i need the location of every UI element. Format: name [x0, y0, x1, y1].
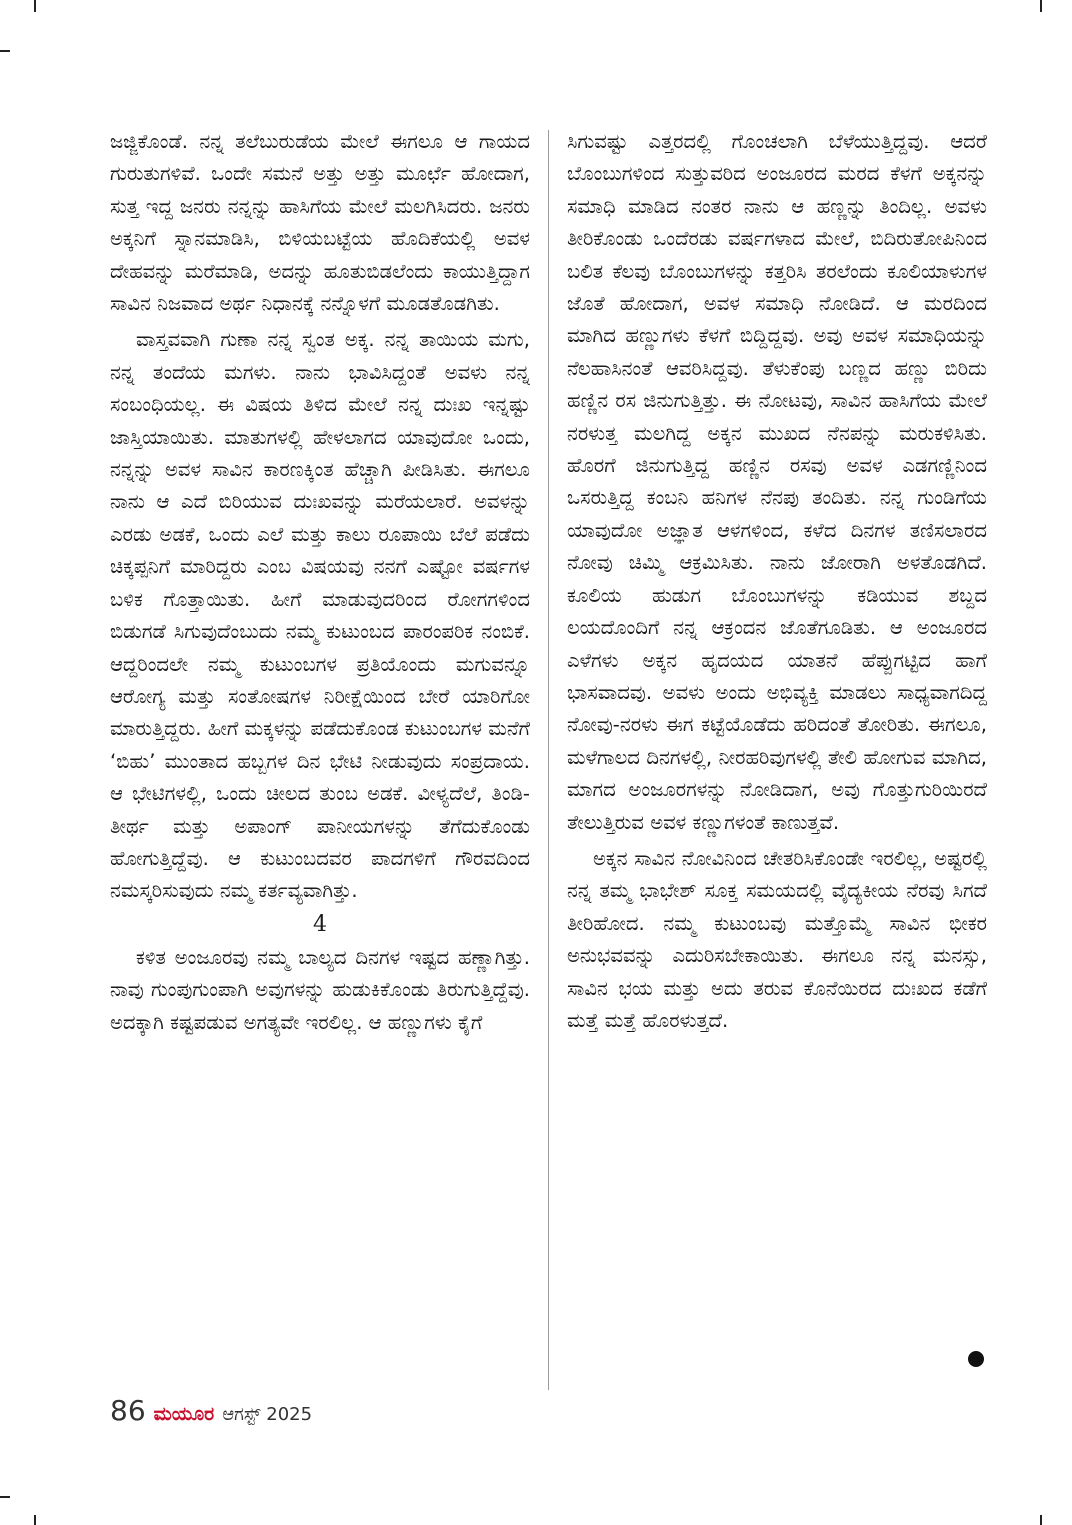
column-divider	[548, 130, 549, 1390]
crop-mark-left-upper	[0, 50, 10, 52]
section-number: 4	[313, 911, 327, 937]
paragraph-continued: ಸಿಗುವಷ್ಟು ಎತ್ತರದಲ್ಲಿ ಗೊಂಚಲಾಗಿ ಬೆಳೆಯುತ್ತಿದ್ದವು. ಆದರೆ ಬೊಂಬುಗಳಿಂದ ಸುತ್ತುವರಿದ ಅಂಜೂರದ ಮರದ ಕೆಳಗೆ ಅಕ್ಕನನ್ನು ಸಮಾಧಿ ಮಾಡಿದ ನಂತರ ನಾನು ಆ ಹಣ್ಣನ್ನು ತಿಂದಿಲ್ಲ. ಅವಳು ತೀರಿಕೊಂಡು ಒಂದೆರಡು ವರ್ಷಗಳಾದ ಮೇಲೆ, ಬಿದಿರುತೋಪಿನಿಂದ ಬಲಿತ ಕೆಲವು ಬೊಂಬುಗಳನ್ನು ಕತ್ತರಿಸಿ ತರಲೆಂದು ಕೂಲಿಯಾಳುಗಳ ಜೊತೆ ಹೋದಾಗ, ಅವಳ ಸಮಾಧಿ ನೋಡಿದೆ. ಆ ಮರದಿಂದ ಮಾಗಿದ ಹಣ್ಣುಗಳು ಕೆಳಗೆ ಬಿದ್ದಿದ್ದವು. ಅವು ಅವಳ ಸಮಾಧಿಯನ್ನು ನೆಲಹಾಸಿನಂತೆ ಆವರಿಸಿದ್ದವು. ತೆಳುಕೆಂಪು ಬಣ್ಣದ ಹಣ್ಣು ಬಿರಿದು ಹಣ್ಣಿನ ರಸ ಜಿನುಗುತ್ತಿತ್ತು. ಈ ನೋಟವು, ಸಾವಿನ ಹಾಸಿಗೆಯ ಮೇಲೆ ನರಳುತ್ತ ಮಲಗಿದ್ದ ಅಕ್ಕನ ಮುಖದ ನೆನಪನ್ನು ಮರುಕಳಿಸಿತು. ಹೊರಗೆ ಜಿನುಗುತ್ತಿದ್ದ ಹಣ್ಣಿನ ರಸವು ಅವಳ ಎಡಗಣ್ಣಿನಿಂದ ಒಸರುತ್ತಿದ್ದ ಕಂಬನಿ ಹನಿಗಳ ನೆನಪು ತಂದಿತು. ನನ್ನ ಗುಂಡಿಗೆಯ ಯಾವುದೋ ಅಜ್ಞಾತ ಆಳಗಳಿಂದ, ಕಳೆದ ದಿನಗಳ ತಣಿಸಲಾರದ ನೋವು ಚಿಮ್ಮಿ ಆಕ್ರಮಿಸಿತು. ನಾನು ಜೋರಾಗಿ ಅಳತೊಡಗಿದೆ. ಕೂಲಿಯ ಹುಡುಗ ಬೊಂಬುಗಳನ್ನು ಕಡಿಯುವ ಶಬ್ದದ ಲಯದೊಂದಿಗೆ ನನ್ನ ಆಕ್ರಂದನ ಜೊತೆಗೂಡಿತು. ಆ ಅಂಜೂರದ ಎಳೆಗಳು ಅಕ್ಕನ ಹೃದಯದ ಯಾತನೆ ಹೆಪ್ಪುಗಟ್ಟಿದ ಹಾಗೆ ಭಾಸವಾದವು. ಅವಳು ಅಂದು ಅಭಿವ್ಯಕ್ತಿ ಮಾಡಲು ಸಾಧ್ಯವಾಗದಿದ್ದ ನೋವು-ನರಳು ಈಗ ಕಟ್ಟೆಯೊಡೆದು ಹರಿದಂತೆ ತೋರಿತು. ಈಗಲೂ, ಮಳೆಗಾಲದ ದಿನಗಳಲ್ಲಿ, ನೀರಹರಿವುಗಳಲ್ಲಿ ತೇಲಿ ಹೋಗುವ ಮಾಗಿದ, ಮಾಗದ ಅಂಜೂರಗಳನ್ನು ನೋಡಿದಾಗ, ಅವು ಗೊತ್ತುಗುರಿಯಿರದೆ ತೇಲುತ್ತಿರುವ ಅವಳ ಕಣ್ಣುಗಳಂತೆ ಕಾಣುತ್ತವೆ.	[567, 130, 987, 834]
crop-mark-top-right	[1040, 0, 1042, 12]
right-column	[567, 126, 987, 1037]
issue-date: ಆಗಸ್ಟ್ 2025	[222, 1404, 313, 1425]
crop-mark-bottom-left	[34, 1515, 36, 1525]
paragraph: ವಾಸ್ತವವಾಗಿ ಗುಣಾ ನನ್ನ ಸ್ವಂತ ಅಕ್ಕ. ನನ್ನ ತಾಯಿಯ ಮಗು, ನನ್ನ ತಂದೆಯ ಮಗಳು. ನಾನು ಭಾವಿಸಿದ್ದಂತೆ ಅವಳು ನನ್ನ ಸಂಬಂಧಿಯಲ್ಲ. ಈ ವಿಷಯ ತಿಳಿದ ಮೇಲೆ ನನ್ನ ದುಃಖ ಇನ್ನಷ್ಟು ಜಾಸ್ತಿಯಾಯಿತು. ಮಾತುಗಳಲ್ಲಿ ಹೇಳಲಾಗದ ಯಾವುದೋ ಒಂದು, ನನ್ನನ್ನು ಅವಳ ಸಾವಿನ ಕಾರಣಕ್ಕಿಂತ ಹೆಚ್ಚಾಗಿ ಪೀಡಿಸಿತು. ಈಗಲೂ ನಾನು ಆ ಎದೆ ಬಿರಿಯುವ ದುಃಖವನ್ನು ಮರೆಯಲಾರೆ. ಅವಳನ್ನು ಎರಡು ಅಡಕೆ, ಒಂದು ಎಲೆ ಮತ್ತು ಕಾಲು ರೂಪಾಯಿ ಬೆಲೆ ಪಡೆದು ಚಿಕ್ಕಪ್ಪನಿಗೆ ಮಾರಿದ್ದರು ಎಂಬ ವಿಷಯವು ನನಗೆ ಎಷ್ಟೋ ವರ್ಷಗಳ ಬಳಿಕ ಗೊತ್ತಾಯಿತು. ಹೀಗೆ ಮಾಡುವುದರಿಂದ ರೋಗಗಳಿಂದ ಬಿಡುಗಡೆ ಸಿಗುವುದೆಂಬುದು ನಮ್ಮ ಕುಟುಂಬದ ಪಾರಂಪರಿಕ ನಂಬಿಕೆ. ಆದ್ದರಿಂದಲೇ ನಮ್ಮ ಕುಟುಂಬಗಳ ಪ್ರತಿಯೊಂದು ಮಗುವನ್ನೂ ಆರೋಗ್ಯ ಮತ್ತು ಸಂತೋಷಗಳ ನಿರೀಕ್ಷೆಯಿಂದ ಬೇರೆ ಯಾರಿಗೋ ಮಾರುತ್ತಿದ್ದರು. ಹೀಗೆ ಮಕ್ಕಳನ್ನು ಪಡೆದುಕೊಂಡ ಕುಟುಂಬಗಳ ಮನೆಗೆ ‘ಬಿಹು’ ಮುಂತಾದ ಹಬ್ಬಗಳ ದಿನ ಭೇಟಿ ನೀಡುವುದು ಸಂಪ್ರದಾಯ. ಆ ಭೇಟಿಗಳಲ್ಲಿ, ಒಂದು ಚೀಲದ ತುಂಬ ಅಡಕೆ. ವೀಳ್ಯದೆಲೆ, ತಿಂಡಿ-ತೀರ್ಥ ಮತ್ತು ಅಪಾಂಗ್ ಪಾನೀಯಗಳನ್ನು ತೆಗೆದುಕೊಂಡು ಹೋಗುತ್ತಿದ್ದೆವು. ಆ ಕುಟುಂಬದವರ ಪಾದಗಳಿಗೆ ಗೌರವದಿಂದ ನಮಸ್ಕರಿಸುವುದು ನಮ್ಮ ಕರ್ತವ್ಯವಾಗಿತ್ತು.	[110, 328, 530, 903]
paragraph-continued: ಜಜ್ಜಿಕೊಂಡೆ. ನನ್ನ ತಲೆಬುರುಡೆಯ ಮೇಲೆ ಈಗಲೂ ಆ ಗಾಯದ ಗುರುತುಗಳಿವೆ. ಒಂದೇ ಸಮನೆ ಅತ್ತು ಅತ್ತು ಮೂರ್ಛೆ ಹೋದಾಗ, ಸುತ್ತ ಇದ್ದ ಜನರು ನನ್ನನ್ನು ಹಾಸಿಗೆಯ ಮೇಲೆ ಮಲಗಿಸಿದರು. ಜನರು ಅಕ್ಕನಿಗೆ ಸ್ನಾನಮಾಡಿಸಿ, ಬಿಳಿಯಬಟ್ಟೆಯ ಹೊದಿಕೆಯಲ್ಲಿ ಅವಳ ದೇಹವನ್ನು ಮರೆಮಾಡಿ, ಅದನ್ನು ಹೂತುಬಿಡಲೆಂದು ಕಾಯುತ್ತಿದ್ದಾಗ ಸಾವಿನ ನಿಜವಾದ ಅರ್ಥ ನಿಧಾನಕ್ಕೆ ನನ್ನೊಳಗೆ ಮೂಡತೊಡಗಿತು.	[110, 130, 530, 316]
crop-mark-left-lower	[0, 1496, 10, 1498]
paragraph: ಕಳಿತ ಅಂಜೂರವು ನಮ್ಮ ಬಾಲ್ಯದ ದಿನಗಳ ಇಷ್ಟದ ಹಣ್ಣಾಗಿತ್ತು. ನಾವು ಗುಂಪುಗುಂಪಾಗಿ ಅವುಗಳನ್ನು ಹುಡುಕಿಕೊಂಡು ತಿರುಗುತ್ತಿದ್ದೆವು. ಅದಕ್ಕಾಗಿ ಕಷ್ಟಪಡುವ ಅಗತ್ಯವೇ ಇರಲಿಲ್ಲ. ಆ ಹಣ್ಣುಗಳು ಕೈಗೆ	[110, 945, 530, 1034]
crop-mark-top-left	[34, 0, 36, 12]
page-footer	[110, 1394, 312, 1428]
magazine-logo: ಮಯೂರ	[153, 1403, 215, 1425]
page-number: 86	[110, 1394, 146, 1427]
paragraph: ಅಕ್ಕನ ಸಾವಿನ ನೋವಿನಿಂದ ಚೇತರಿಸಿಕೊಂಡೇ ಇರಲಿಲ್ಲ, ಅಷ್ಟರಲ್ಲಿ ನನ್ನ ತಮ್ಮ ಭಾಭೇಶ್ ಸೂಕ್ತ ಸಮಯದಲ್ಲಿ ವೈದ್ಯಕೀಯ ನೆರವು ಸಿಗದೆ ತೀರಿಹೋದ. ನಮ್ಮ ಕುಟುಂಬವು ಮತ್ತೊಮ್ಮೆ ಸಾವಿನ ಭೀಕರ ಅನುಭವವನ್ನು ಎದುರಿಸಬೇಕಾಯಿತು. ಈಗಲೂ ನನ್ನ ಮನಸ್ಸು, ಸಾವಿನ ಭಯ ಮತ್ತು ಅದು ತರುವ ಕೊನೆಯಿರದ ದುಃಖದ ಕಡೆಗೆ ಮತ್ತೆ ಮತ್ತೆ ಹೊರಳುತ್ತದೆ.	[567, 846, 987, 1032]
left-column	[110, 126, 530, 1039]
crop-mark-bottom-right	[1040, 1515, 1042, 1525]
end-of-article-bullet-icon	[968, 1351, 984, 1367]
